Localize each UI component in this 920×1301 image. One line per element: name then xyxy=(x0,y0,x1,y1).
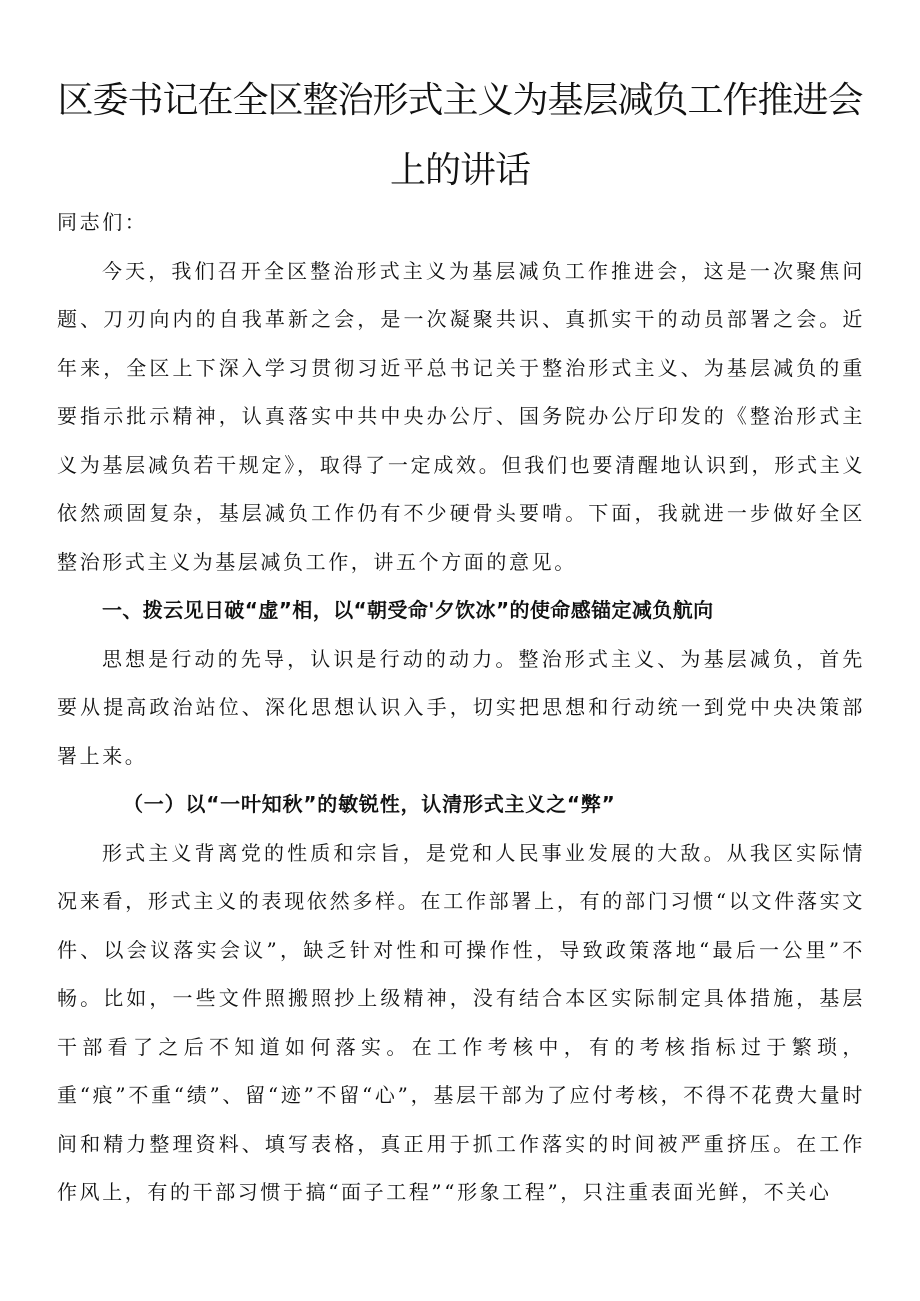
document-title-line-2: 上的讲话 xyxy=(389,150,530,191)
paragraph-intro: 今天，我们召开全区整治形式主义为基层减负工作推进会，这是一次聚焦问题、刀刃向内的自我革新之会，是一次凝聚共识、真抓实干的动员部署之会。近年来，全区上下深入学习贯彻习近平总书记关于整治形式主义、为基层减负的重要指示批示精神，认真落实中共中央办公厅、国务院办公厅印发的《整治形式主义为基层减负若干规定》，取得了一定成效。但我们也要清醒地认识到，形式主义依然顽固复杂，基层减负工作仍有不少硬骨头要啃。下面，我就进一步做好全区整治形式主义为基层减负工作，讲五个方面的意见。 xyxy=(57,258,865,574)
section-heading-1: 一、拨云见日破“虚”相，以“朝受命'夕饮冰”的使命感锚定减负航向 xyxy=(102,598,714,622)
document-title-line-1: 区委书记在全区整治形式主义为基层减负工作推进会 xyxy=(57,80,863,121)
paragraph-section-1: 思想是行动的先导，认识是行动的动力。整治形式主义、为基层减负，首先要从提高政治站位、深化思想认识入手，切实把思想和行动统一到党中央决策部署上来。 xyxy=(57,646,865,768)
salutation: 同志们： xyxy=(57,210,148,234)
subsection-heading-1: （一）以“一叶知秋”的敏锐性，认清形式主义之“弊” xyxy=(123,792,616,816)
document-body xyxy=(57,198,865,1217)
paragraph-subsection-1: 形式主义背离党的性质和宗旨，是党和人民事业发展的大敌。从我区实际情况来看，形式主义的表现依然多样。在工作部署上，有的部门习惯“以文件落实文件、以会议落实会议”，缺乏针对性和可操作性，导致政策落地“最后一公里”不畅。比如，一些文件照搬照抄上级精神，没有结合本区实际制定具体措施，基层干部看了之后不知道如何落实。在工作考核中，有的考核指标过于繁琐，重“痕”不重“绩”、留“迹”不留“心”，基层干部为了应付考核，不得不花费大量时间和精力整理资料、填写表格，真正用于抓工作落实的时间被严重挤压。在工作作风上，有的干部习惯于搞“面子工程”“形象工程”，只注重表面光鲜，不关心 xyxy=(57,840,865,1204)
